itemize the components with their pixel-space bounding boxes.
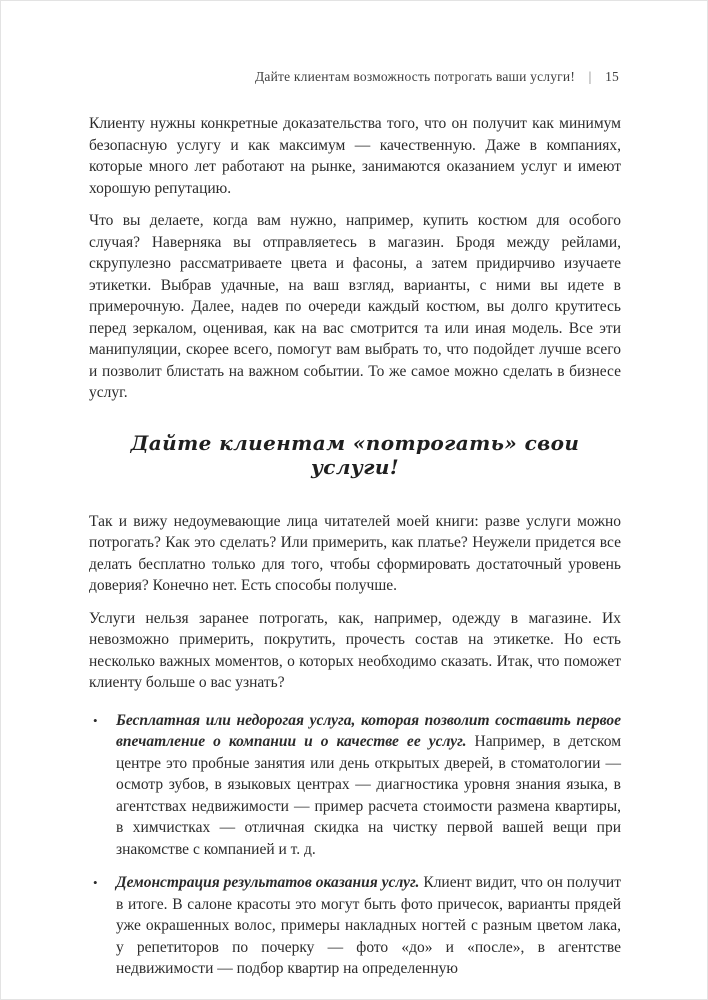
bullet-list [89,710,621,980]
bullet-marker: • [93,712,98,728]
bullet-item-2 [89,872,621,980]
bullet-lead: Бесплатная или недорогая услуга, которая позволит составить первое впечатление о компании и о качестве ее услуг. [116,711,621,750]
body-paragraph-1: Клиенту нужны конкретные доказательства того, что он получит как минимум безопасную услугу и как максимум — качественную. Даже в компаниях, которые много лет работают на рынке, занимаются оказанием услуг и имеют хорошую репутацию. [89,115,621,197]
text-block [89,113,621,992]
body-paragraph-2: Что вы делаете, когда вам нужно, например, купить костюм для особого случая? Наверняка вы отправляетесь в магазин. Бродя между рейлами, скрупулезно рассматриваете цвета и фасоны, а затем придирчиво изучаете этикетки. Выбрав удачные, на ваш взгляд, варианты, с ними вы идете в примерочную. Далее, надев по очереди каждый костюм, вы долго крутитесь перед зеркалом, оценивая, как на вас смотрится та или иная модель. Все эти манипуляции, скорее всего, помогут вам выбрать то, что подойдет лучше всего и позволит блистать на важном событии. То же самое можно сделать в бизнесе услуг. [89,212,621,401]
body-paragraph-3: Так и вижу недоумевающие лица читателей моей книги: разве услуги можно потрогать? Как это сделать? Или примерить, как платье? Неужели придется все делать бесплатно только для того, чтобы сформировать достаточный уровень доверия? Конечно нет. Есть способы получше. [89,512,621,594]
body-paragraph-4: Услуги нельзя заранее потрогать, как, например, одежду в магазине. Их невозможно примерить, покрутить, прочесть состав на этикетке. Но есть несколько важных моментов, о которых необходимо сказать. Итак, что поможет клиенту больше о вас узнать? [89,609,621,691]
header-divider: | [588,69,592,84]
bullet-text: Например, в детском центре это пробные занятия или день открытых дверей, в стоматологии — осмотр зубов, в языковых центрах — диагностика уровня знания языка, в агентствах недвижимости — пример расчета стоимости размена квартиры, в химчистках — отличная скидка на чистку первой вашей вещи при знакомстве с компанией и т. д. [116,733,621,858]
page-number: 15 [605,69,619,84]
running-header [89,69,619,85]
bullet-text: Клиент видит, что он получит в итоге. В салоне красоты это могут быть фото причесок, варианты прядей уже окрашенных волос, примеры накладных ногтей с разным цветом лака, у репетиторов по почерку — фото «до» и «после», в агентстве недвижимости — подбор квартир на определенную [116,874,621,977]
running-header-title: Дайте клиентам возможность потрогать ваши услуги! [254,69,576,84]
bullet-lead: Демонстрация результатов оказания услуг. [116,874,420,891]
bullet-item-1 [89,710,621,861]
bullet-marker: • [93,875,98,890]
section-heading: Дайте клиентам «потрогать» свои услуги! [130,430,580,479]
